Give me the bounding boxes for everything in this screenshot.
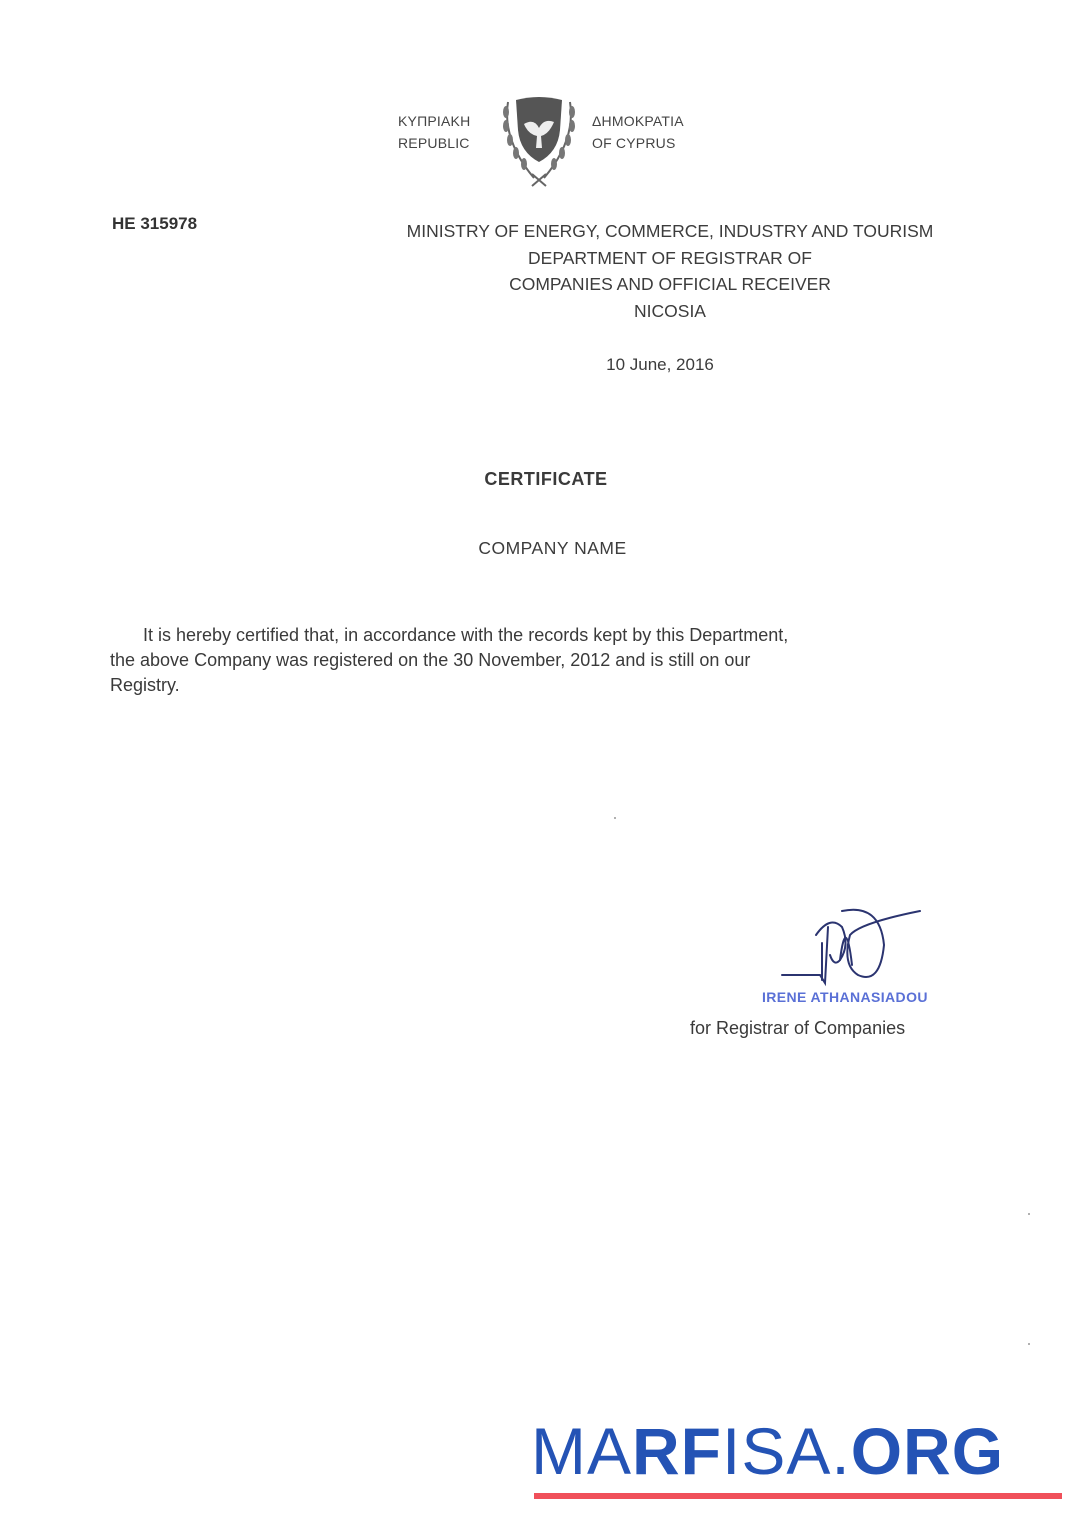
brand-text-bold: RF xyxy=(632,1414,722,1488)
crest-english-left: REPUBLIC xyxy=(398,135,470,151)
department-line: COMPANIES AND OFFICIAL RECEIVER xyxy=(509,274,831,294)
city-line: NICOSIA xyxy=(634,300,706,321)
signatory-role: for Registrar of Companies xyxy=(690,1018,906,1038)
crest-text-right xyxy=(592,110,712,154)
signatory-name-stamp: IRENE ATHANASIADOU xyxy=(762,989,928,1005)
brand-underline xyxy=(534,1493,1062,1499)
crest-greek-right: ΔΗΜΟΚΡΑΤΙΑ xyxy=(592,113,684,129)
brand-text-light: ISA. xyxy=(721,1414,851,1488)
crest-text-left xyxy=(398,110,484,154)
department-line: DEPARTMENT OF REGISTRAR OF xyxy=(528,247,812,268)
brand-text-bold: ORG xyxy=(850,1414,1005,1488)
crest-english-right: OF CYPRUS xyxy=(592,135,676,151)
document-title: CERTIFICATE xyxy=(484,469,608,489)
company-name: COMPANY NAME xyxy=(478,538,627,558)
body-line: Registry. xyxy=(110,675,180,695)
brand-text-light: MA xyxy=(531,1414,632,1488)
issuing-authority xyxy=(350,218,990,324)
registration-number: HE 315978 xyxy=(112,214,198,233)
marfisa-watermark xyxy=(531,1415,1004,1487)
body-line: the above Company was registered on the 30 November, 2012 and is still on our xyxy=(110,650,751,670)
scan-speck xyxy=(1028,1343,1030,1345)
crest-greek-left: ΚΥΠΡΙΑΚΗ xyxy=(398,113,471,129)
scan-speck xyxy=(1028,1213,1030,1215)
body-line xyxy=(110,623,960,648)
certificate-body xyxy=(110,623,960,698)
body-line-text: It is hereby certified that, in accordance with the records kept by this Department, xyxy=(143,625,789,645)
issue-date: 10 June, 2016 xyxy=(606,355,714,374)
coat-of-arms-icon xyxy=(494,90,584,190)
signature-icon xyxy=(780,905,930,990)
scan-speck xyxy=(614,817,616,819)
ministry-line: MINISTRY OF ENERGY, COMMERCE, INDUSTRY AND TOURISM xyxy=(406,221,934,241)
